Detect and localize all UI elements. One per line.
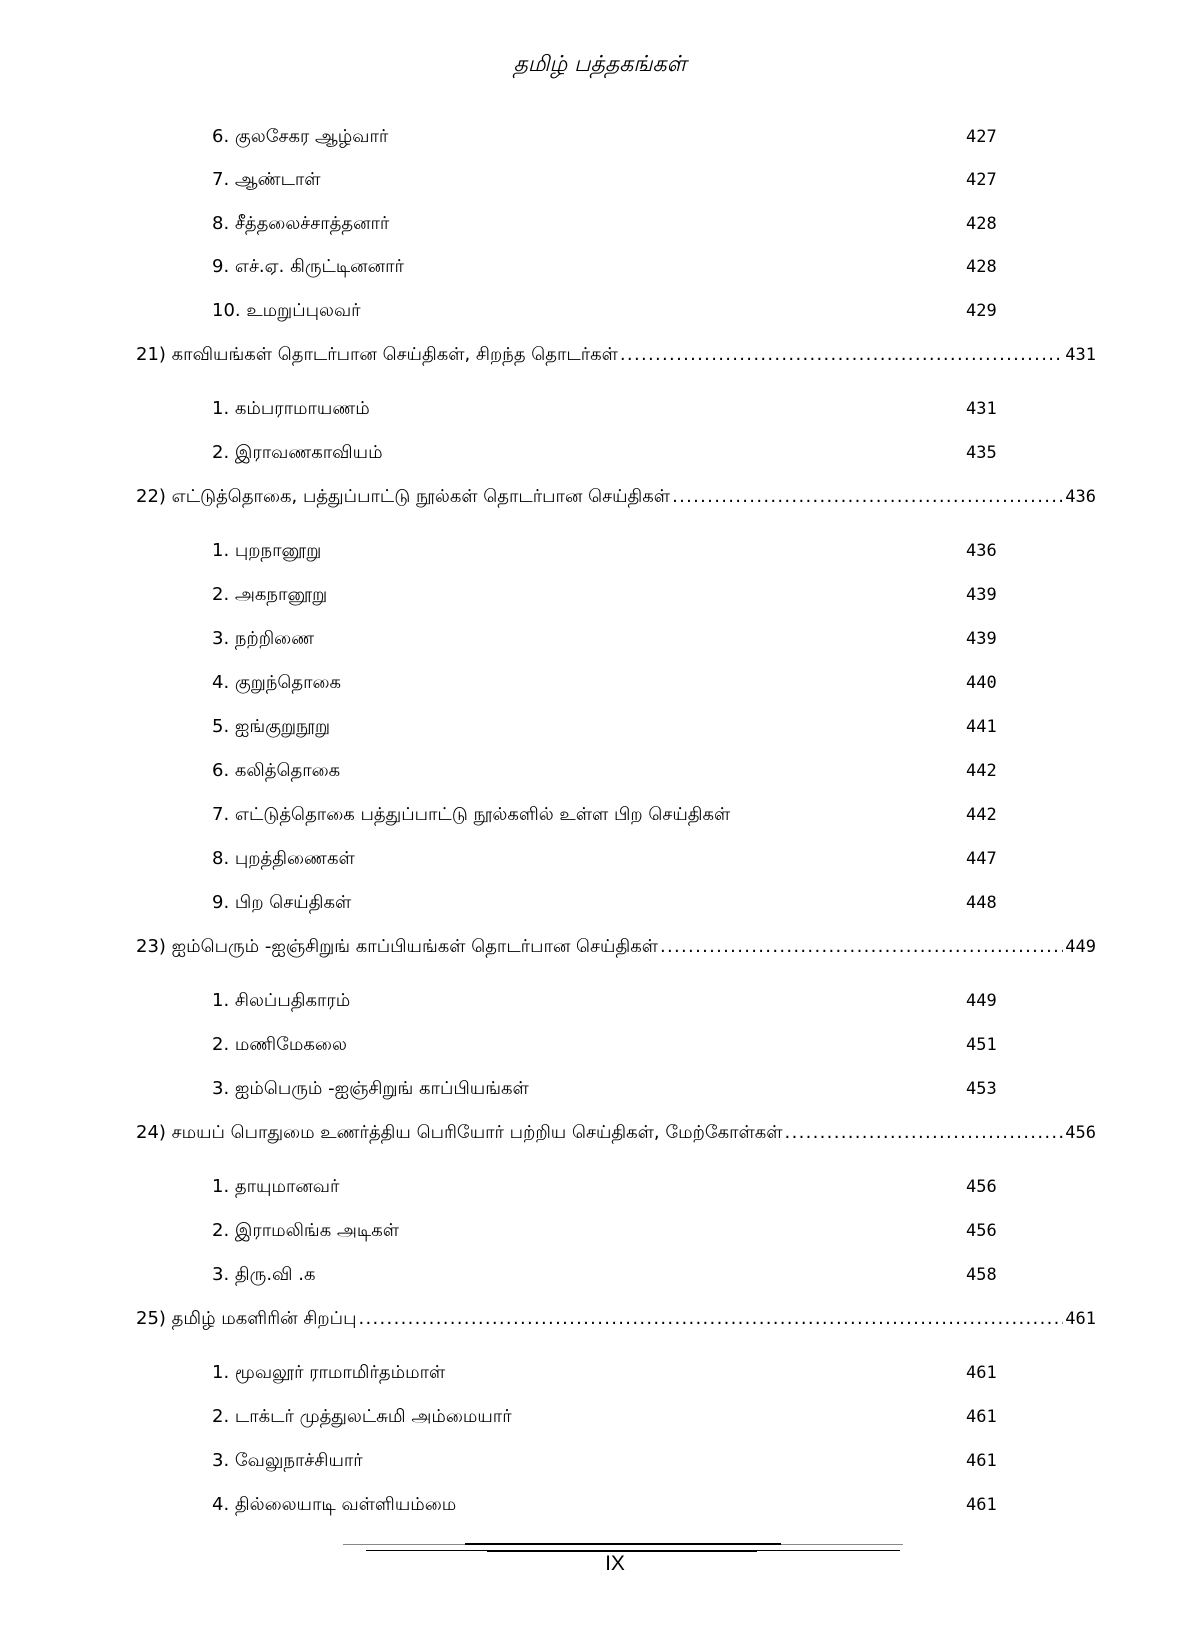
footer-rule (465, 1543, 781, 1545)
toc-page-number: 442 (966, 761, 997, 781)
toc-page-number: 456 (966, 1221, 997, 1241)
toc-page-number: 461 (966, 1495, 997, 1515)
toc-entry-label: 8. புறத்திணைகள் (212, 848, 355, 869)
toc-subentry[interactable] (212, 844, 1012, 874)
toc-page-number: 440 (966, 673, 997, 693)
toc-page-number: 456 (966, 1177, 997, 1197)
toc-entry-label: 2. அகநானூறு (212, 584, 328, 605)
toc-subentry[interactable] (212, 986, 1012, 1016)
toc-page-number: 461 (1065, 1309, 1096, 1329)
toc-subentry[interactable] (212, 756, 1012, 786)
toc-subentry[interactable] (212, 1490, 1012, 1520)
toc-page-number: 442 (966, 805, 997, 825)
toc-subentry[interactable] (212, 800, 1012, 830)
toc-subentry[interactable] (212, 122, 1012, 152)
toc-page-number: 428 (966, 214, 997, 234)
toc-subentry[interactable] (212, 438, 1012, 468)
toc-entry-label: 22) எட்டுத்தொகை, பத்துப்பாட்டு நூல்கள் தொடர்பான செய்திகள் (136, 486, 671, 507)
toc-subentry[interactable] (212, 580, 1012, 610)
toc-entry-label: 7. எட்டுத்தொகை பத்துப்பாட்டு நூல்களில் உள்ள பிற செய்திகள் (212, 804, 731, 825)
toc-subentry[interactable] (212, 1074, 1012, 1104)
toc-page-number: 441 (966, 717, 997, 737)
toc-page-number: 449 (1065, 937, 1096, 957)
toc-entry-label: 1. மூவலூர் ராமாமிர்தம்மாள் (212, 1362, 446, 1383)
toc-entry-label: 1. கம்பராமாயணம் (212, 398, 370, 419)
toc-entry-label: 8. சீத்தலைச்சாத்தனார் (212, 213, 390, 234)
toc-page-number: 461 (966, 1451, 997, 1471)
toc-entry-label: 1. புறநானூறு (212, 540, 322, 561)
toc-page-number: 439 (966, 585, 997, 605)
toc-subentry[interactable] (212, 668, 1012, 698)
dot-leader (660, 932, 1063, 962)
toc-entry-label: 6. கலித்தொகை (212, 760, 341, 781)
toc-page-number: 448 (966, 893, 997, 913)
toc-section-entry[interactable] (136, 482, 1096, 512)
toc-subentry[interactable] (212, 1260, 1012, 1290)
toc-page-number: 453 (966, 1079, 997, 1099)
toc-subentry[interactable] (212, 624, 1012, 654)
toc-entry-label: 2. மணிமேகலை (212, 1034, 347, 1055)
toc-section-entry[interactable] (136, 1304, 1096, 1334)
toc-entry-label: 1. சிலப்பதிகாரம் (212, 990, 351, 1011)
toc-entry-label: 23) ஐம்பெரும் -ஐஞ்சிறுங் காப்பியங்கள் தொடர்பான செய்திகள் (136, 936, 658, 957)
toc-section-entry[interactable] (136, 932, 1096, 962)
toc-page-number: 461 (966, 1363, 997, 1383)
toc-page-number: 456 (1065, 1123, 1096, 1143)
toc-page-number: 449 (966, 991, 997, 1011)
toc-entry-label: 7. ஆண்டாள் (212, 169, 321, 190)
toc-entry-label: 4. தில்லையாடி வள்ளியம்மை (212, 1494, 457, 1515)
toc-entry-label: 3. நற்றிணை (212, 628, 315, 649)
toc-page-number: 451 (966, 1035, 997, 1055)
toc-page-number: 461 (966, 1407, 997, 1427)
toc-entry-label: 25) தமிழ் மகளிரின் சிறப்பு (136, 1308, 357, 1329)
toc-subentry[interactable] (212, 209, 1012, 239)
toc-subentry[interactable] (212, 394, 1012, 424)
toc-entry-label: 24) சமயப் பொதுமை உணர்த்திய பெரியோர் பற்றிய செய்திகள், மேற்கோள்கள் (136, 1122, 783, 1143)
toc-page-number: 428 (966, 257, 997, 277)
toc-entry-label: 3. ஐம்பெரும் -ஐஞ்சிறுங் காப்பியங்கள் (212, 1078, 529, 1099)
toc-subentry[interactable] (212, 296, 1012, 326)
toc-entry-label: 2. இராவணகாவியம் (212, 442, 383, 463)
running-header-title: தமிழ் பத்தகங்கள் (513, 52, 687, 77)
toc-entry-label: 3. வேலுநாச்சியார் (212, 1450, 363, 1471)
toc-subentry[interactable] (212, 1172, 1012, 1202)
toc-subentry[interactable] (212, 1358, 1012, 1388)
toc-entry-label: 9. எச்.ஏ. கிருட்டினனார் (212, 256, 404, 277)
toc-entry-label: 21) காவியங்கள் தொடர்பான செய்திகள், சிறந்த தொடர்கள் (136, 344, 618, 365)
toc-entry-label: 4. குறுந்தொகை (212, 672, 342, 693)
toc-section-entry[interactable] (136, 340, 1096, 370)
toc-page-number: 436 (966, 541, 997, 561)
toc-subentry[interactable] (212, 252, 1012, 282)
toc-entry-label: 2. இராமலிங்க அடிகள் (212, 1220, 400, 1241)
toc-entry-label: 5. ஐங்குறுநூறு (212, 716, 330, 737)
dot-leader (358, 1304, 1063, 1334)
toc-entry-label: 10. உமறுப்புலவர் (212, 300, 361, 321)
toc-entry-label: 9. பிற செய்திகள் (212, 892, 352, 913)
toc-page-number: 427 (966, 127, 997, 147)
toc-page-number: 447 (966, 849, 997, 869)
toc-subentry[interactable] (212, 888, 1012, 918)
toc-page-number: 436 (1065, 487, 1096, 507)
toc-subentry[interactable] (212, 712, 1012, 742)
toc-page-number: 439 (966, 629, 997, 649)
toc-entry-label: 6. குலசேகர ஆழ்வார் (212, 126, 389, 147)
dot-leader (785, 1118, 1064, 1148)
toc-subentry[interactable] (212, 536, 1012, 566)
toc-page-number: 427 (966, 170, 997, 190)
toc-subentry[interactable] (212, 1446, 1012, 1476)
toc-page-number: 431 (1065, 345, 1096, 365)
toc-page-number: 458 (966, 1265, 997, 1285)
toc-subentry[interactable] (212, 165, 1012, 195)
toc-entry-label: 3. திரு.வி .க (212, 1264, 316, 1285)
toc-entry-label: 1. தாயுமானவர் (212, 1176, 340, 1197)
toc-page-number: 429 (966, 301, 997, 321)
toc-page-number: 435 (966, 443, 997, 463)
toc-entry-label: 2. டாக்டர் முத்துலட்சுமி அம்மையார் (212, 1406, 512, 1427)
toc-page-number: 431 (966, 399, 997, 419)
toc-subentry[interactable] (212, 1216, 1012, 1246)
dot-leader (672, 482, 1063, 512)
page-number: IX (605, 1552, 625, 1575)
toc-subentry[interactable] (212, 1402, 1012, 1432)
toc-section-entry[interactable] (136, 1118, 1096, 1148)
dot-leader (620, 340, 1063, 370)
toc-subentry[interactable] (212, 1030, 1012, 1060)
